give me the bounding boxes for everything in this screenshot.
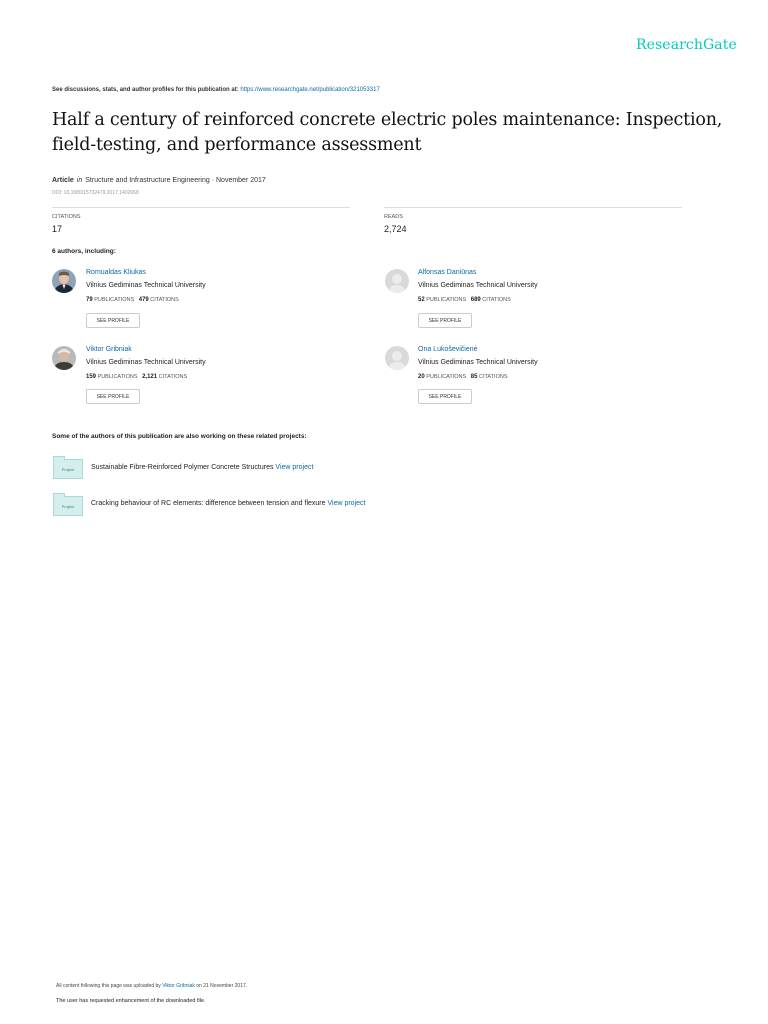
author-name-link[interactable]: Romualdas Kliukas [86,269,146,276]
default-avatar-icon [385,269,409,293]
view-project-link[interactable]: View project [327,500,366,507]
doi: DOI: 10.1080/15732479.2017.1402068 [52,190,139,196]
paper-title: Half a century of reinforced concrete electric poles maintenance: Inspection, field-testing, and performance assessment [52,110,723,155]
author-stats: 79 PUBLICATIONS 479 CITATIONS [86,297,179,303]
see-profile-button[interactable]: SEE PROFILE [418,389,472,404]
project-item [91,464,313,471]
default-avatar-icon [385,346,409,370]
author-stats: 20 PUBLICATIONS 85 CITATIONS [418,374,508,380]
project-folder-icon: Project [53,496,83,516]
divider [384,207,682,208]
upload-note: All content following this page was uploaded by Viktor Gribniak on 21 November 2017. [56,983,248,989]
article-meta: Article in Structure and Infrastructure Engineering · November 2017 [52,177,266,184]
author-stats: 52 PUBLICATIONS 689 CITATIONS [418,297,511,303]
project-folder-icon: Project [53,459,83,479]
author-stats: 159 PUBLICATIONS 2,121 CITATIONS [86,374,188,380]
author-photo-icon [52,346,76,370]
project-item [91,500,365,507]
enhancement-note: The user has requested enhancement of the downloaded file. [56,998,206,1004]
author-name-link[interactable]: Alfonsas Daniūnas [418,269,477,276]
article-type: Article [52,177,74,184]
author-institution: Vilnius Gediminas Technical University [418,359,538,366]
uploader-link[interactable]: Viktor Gribniak [162,983,195,989]
authors-heading: 6 authors, including: [52,248,116,255]
author-avatar[interactable] [52,269,76,293]
citations-value: 17 [52,224,63,234]
see-profile-button[interactable]: SEE PROFILE [418,313,472,328]
citations-label: CITATIONS [52,214,81,220]
author-institution: Vilnius Gediminas Technical University [418,282,538,289]
reads-value: 2,724 [384,224,407,234]
publication-date: · November 2017 [211,177,266,184]
author-institution: Vilnius Gediminas Technical University [86,282,206,289]
discussion-line [52,87,380,93]
researchgate-logo[interactable]: ResearchGate [636,37,737,53]
author-institution: Vilnius Gediminas Technical University [86,359,206,366]
journal-name: Structure and Infrastructure Engineering [85,177,210,184]
author-name-link[interactable]: Viktor Gribniak [86,346,132,353]
related-projects-heading: Some of the authors of this publication are also working on these related projects: [52,433,307,440]
author-name-link[interactable]: Ona Lukoševičienė [418,346,478,353]
project-title: Cracking behaviour of RC elements: difference between tension and flexure [91,500,326,507]
reads-label: READS [384,214,403,220]
see-profile-button[interactable]: SEE PROFILE [86,313,140,328]
see-profile-button[interactable]: SEE PROFILE [86,389,140,404]
author-avatar[interactable] [385,346,409,370]
publication-url-link[interactable]: https://www.researchgate.net/publication/321053317 [240,87,380,93]
view-project-link[interactable]: View project [275,464,314,471]
discussion-text: See discussions, stats, and author profiles for this publication at: [52,87,239,93]
author-photo-icon [52,269,76,293]
divider [52,207,350,208]
author-avatar[interactable] [385,269,409,293]
author-avatar[interactable] [52,346,76,370]
project-title: Sustainable Fibre-Reinforced Polymer Concrete Structures [91,464,274,471]
